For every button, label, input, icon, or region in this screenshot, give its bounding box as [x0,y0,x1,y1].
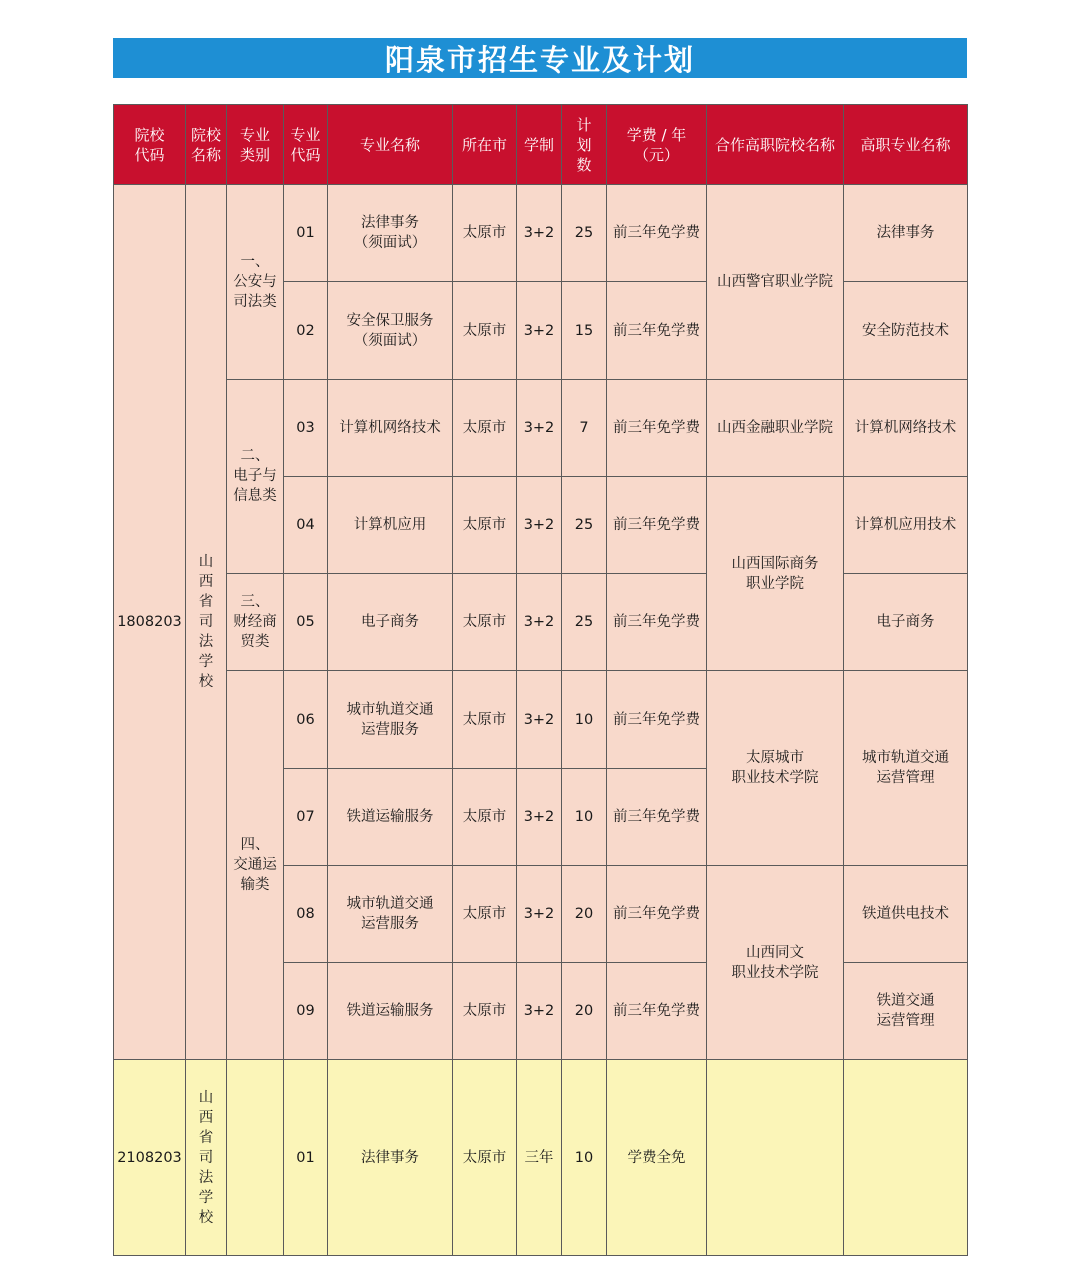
city-cell: 太原市 [453,768,517,865]
plan-cell: 10 [562,1060,607,1256]
header-system: 学制 [517,105,562,185]
major-code-cell: 02 [284,282,328,379]
school-code-cell: 1808203 [114,185,186,1060]
hv-major-cell: 城市轨道交通 运营管理 [844,671,968,866]
hv-major-cell: 法律事务 [844,185,968,282]
category-cell: 一、 公安与 司法类 [227,185,284,380]
city-cell: 太原市 [453,1060,517,1256]
partner-cell: 山西警官职业学院 [707,185,844,380]
table-row [114,1060,968,1256]
header-category: 专业 类别 [227,105,284,185]
major-name-cell: 城市轨道交通 运营服务 [328,865,453,962]
table-row [114,671,968,768]
category-cell: 四、 交通运 输类 [227,671,284,1060]
header-row [114,105,968,185]
plan-cell: 25 [562,185,607,282]
system-cell: 3+2 [517,282,562,379]
table-row [114,379,968,476]
partner-cell: 山西同文 职业技术学院 [707,865,844,1060]
city-cell: 太原市 [453,574,517,671]
city-cell: 太原市 [453,282,517,379]
hv-major-cell: 计算机应用技术 [844,476,968,573]
major-code-cell: 05 [284,574,328,671]
header-hv-major: 高职专业名称 [844,105,968,185]
page-title-banner [113,38,967,78]
major-name-cell: 计算机应用 [328,476,453,573]
plan-cell: 15 [562,282,607,379]
partner-cell: 山西金融职业学院 [707,379,844,476]
tuition-cell: 前三年免学费 [607,768,707,865]
major-name-cell: 法律事务 （须面试） [328,185,453,282]
system-cell: 3+2 [517,574,562,671]
category-cell: 三、 财经商 贸类 [227,574,284,671]
tuition-cell: 前三年免学费 [607,379,707,476]
major-name-cell: 安全保卫服务 （须面试） [328,282,453,379]
tuition-cell: 前三年免学费 [607,185,707,282]
header-plan: 计 划 数 [562,105,607,185]
school-name-cell: 山 西 省 司 法 学 校 [186,185,227,1060]
header-major-code: 专业 代码 [284,105,328,185]
table-row [114,185,968,282]
major-name-cell: 法律事务 [328,1060,453,1256]
plan-cell: 25 [562,574,607,671]
page-title: 阳泉市招生专业及计划 [384,42,695,77]
category-cell: 二、 电子与 信息类 [227,379,284,574]
school-code-cell: 2108203 [114,1060,186,1256]
city-cell: 太原市 [453,476,517,573]
plan-cell: 25 [562,476,607,573]
header-school-code: 院校 代码 [114,105,186,185]
major-code-cell: 03 [284,379,328,476]
header-tuition: 学费 / 年 （元） [607,105,707,185]
system-cell: 3+2 [517,476,562,573]
hv-major-cell [844,1060,968,1256]
system-cell: 3+2 [517,768,562,865]
major-name-cell: 铁道运输服务 [328,768,453,865]
major-code-cell: 07 [284,768,328,865]
city-cell: 太原市 [453,185,517,282]
city-cell: 太原市 [453,865,517,962]
school-name-cell: 山 西 省 司 法 学 校 [186,1060,227,1256]
city-cell: 太原市 [453,379,517,476]
system-cell: 3+2 [517,865,562,962]
plan-cell: 20 [562,963,607,1060]
major-code-cell: 09 [284,963,328,1060]
partner-cell: 山西国际商务 职业学院 [707,476,844,671]
plan-cell: 7 [562,379,607,476]
tuition-cell: 前三年免学费 [607,574,707,671]
header-city: 所在市 [453,105,517,185]
system-cell: 3+2 [517,379,562,476]
system-cell: 3+2 [517,671,562,768]
plan-cell: 10 [562,671,607,768]
major-code-cell: 08 [284,865,328,962]
tuition-cell: 前三年免学费 [607,671,707,768]
hv-major-cell: 安全防范技术 [844,282,968,379]
major-name-cell: 铁道运输服务 [328,963,453,1060]
tuition-cell: 前三年免学费 [607,476,707,573]
system-cell: 三年 [517,1060,562,1256]
partner-cell: 太原城市 职业技术学院 [707,671,844,866]
major-name-cell: 计算机网络技术 [328,379,453,476]
hv-major-cell: 计算机网络技术 [844,379,968,476]
plan-cell: 20 [562,865,607,962]
tuition-cell: 前三年免学费 [607,865,707,962]
hv-major-cell: 铁道供电技术 [844,865,968,962]
plan-cell: 10 [562,768,607,865]
system-cell: 3+2 [517,185,562,282]
category-cell [227,1060,284,1256]
partner-cell [707,1060,844,1256]
system-cell: 3+2 [517,963,562,1060]
major-name-cell: 城市轨道交通 运营服务 [328,671,453,768]
major-code-cell: 01 [284,185,328,282]
hv-major-cell: 电子商务 [844,574,968,671]
tuition-cell: 学费全免 [607,1060,707,1256]
major-code-cell: 01 [284,1060,328,1256]
hv-major-cell: 铁道交通 运营管理 [844,963,968,1060]
major-name-cell: 电子商务 [328,574,453,671]
tuition-cell: 前三年免学费 [607,282,707,379]
major-code-cell: 06 [284,671,328,768]
major-code-cell: 04 [284,476,328,573]
city-cell: 太原市 [453,671,517,768]
header-partner: 合作高职院校名称 [707,105,844,185]
tuition-cell: 前三年免学费 [607,963,707,1060]
enrollment-plan-table [113,104,968,1256]
header-school-name: 院校 名称 [186,105,227,185]
header-major-name: 专业名称 [328,105,453,185]
city-cell: 太原市 [453,963,517,1060]
